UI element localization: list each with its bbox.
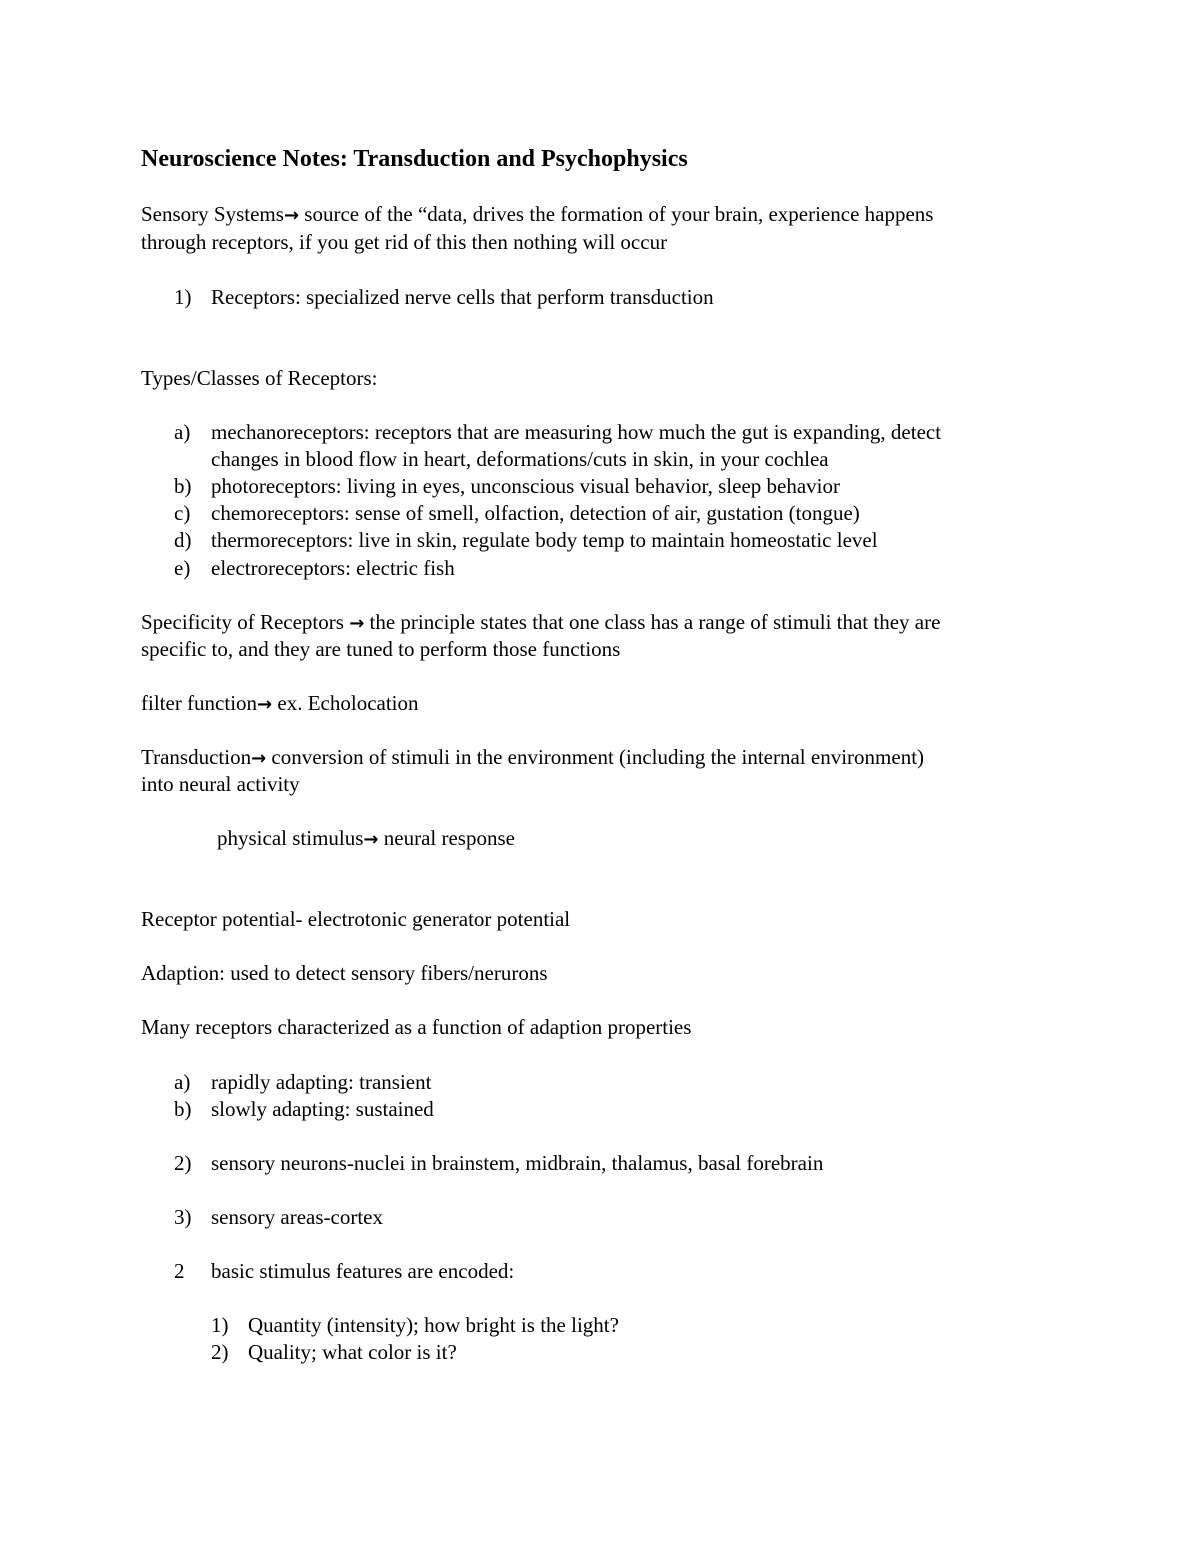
list-item-continuation: changes in blood flow in heart, deformations/cuts in skin, in your cochlea: [211, 447, 829, 471]
sensory-systems-lead: Sensory Systems: [141, 202, 284, 226]
filter-function-line: [141, 690, 419, 718]
sensory-systems-line-1: [141, 201, 933, 229]
list-marker: e): [174, 556, 191, 580]
stimulus-line: [217, 825, 515, 853]
specificity-lead: Specificity of Receptors: [141, 610, 350, 634]
specificity-line-1: [141, 609, 940, 637]
list-item: slowly adapting: sustained: [211, 1097, 434, 1121]
list-marker: a): [174, 1070, 191, 1094]
stimulus-lead: physical stimulus: [217, 826, 364, 850]
list-item: sensory areas-cortex: [211, 1205, 383, 1229]
adaption-line: Adaption: used to detect sensory fibers/nerurons: [141, 961, 548, 985]
arrow-icon: →: [257, 694, 273, 715]
list-item: mechanoreceptors: receptors that are measuring how much the gut is expanding, detect: [211, 420, 942, 444]
many-receptors-line: Many receptors characterized as a function of adaption properties: [141, 1015, 692, 1039]
list-marker: 3): [174, 1205, 192, 1229]
transduction-line-1: [141, 744, 924, 772]
list-marker: 2): [174, 1151, 192, 1175]
list-marker: d): [174, 528, 192, 552]
specificity-line-2: specific to, and they are tuned to perform those functions: [141, 637, 621, 661]
transduction-lead: Transduction: [141, 745, 252, 769]
list-marker: c): [174, 501, 191, 525]
list-marker: 1): [174, 285, 192, 309]
list-item: electroreceptors: electric fish: [211, 556, 455, 580]
list-item: Quantity (intensity); how bright is the light?: [248, 1313, 619, 1337]
sensory-systems-line-2: through receptors, if you get rid of this then nothing will occur: [141, 230, 668, 254]
list-marker: b): [174, 1097, 192, 1121]
document-title: Neuroscience Notes: Transduction and Psychophysics: [141, 146, 688, 172]
list-marker: 2): [211, 1340, 229, 1364]
list-marker: 1): [211, 1313, 229, 1337]
list-item: photoreceptors: living in eyes, unconscious visual behavior, sleep behavior: [211, 474, 841, 498]
filter-text: ex. Echolocation: [272, 691, 419, 715]
stimulus-text: neural response: [378, 826, 515, 850]
transduction-text: conversion of stimuli in the environment (including the internal environment): [266, 745, 925, 769]
list-item: sensory neurons-nuclei in brainstem, midbrain, thalamus, basal forebrain: [211, 1151, 824, 1175]
arrow-icon: →: [349, 613, 365, 634]
specificity-text: the principle states that one class has a range of stimuli that they are: [364, 610, 941, 634]
types-heading: Types/Classes of Receptors:: [141, 366, 378, 390]
arrow-icon: →: [251, 748, 267, 769]
list-marker: b): [174, 474, 192, 498]
list-item: thermoreceptors: live in skin, regulate body temp to maintain homeostatic level: [211, 528, 878, 552]
receptors-item-text: Receptors: specialized nerve cells that perform transduction: [211, 285, 714, 309]
arrow-icon: →: [283, 205, 300, 226]
transduction-line-2: into neural activity: [141, 772, 300, 796]
filter-lead: filter function: [141, 691, 258, 715]
basic-features-text: basic stimulus features are encoded:: [211, 1259, 515, 1283]
list-item: chemoreceptors: sense of smell, olfaction, detection of air, gustation (tongue): [211, 501, 860, 525]
receptor-potential-line: Receptor potential- electrotonic generator potential: [141, 907, 571, 931]
list-marker: a): [174, 420, 191, 444]
list-marker: 2: [174, 1259, 185, 1283]
arrow-icon: →: [363, 829, 379, 850]
list-item: Quality; what color is it?: [248, 1340, 457, 1364]
sensory-systems-text: source of the “data, drives the formation of your brain, experience happens: [299, 202, 934, 226]
list-item: rapidly adapting: transient: [211, 1070, 432, 1094]
